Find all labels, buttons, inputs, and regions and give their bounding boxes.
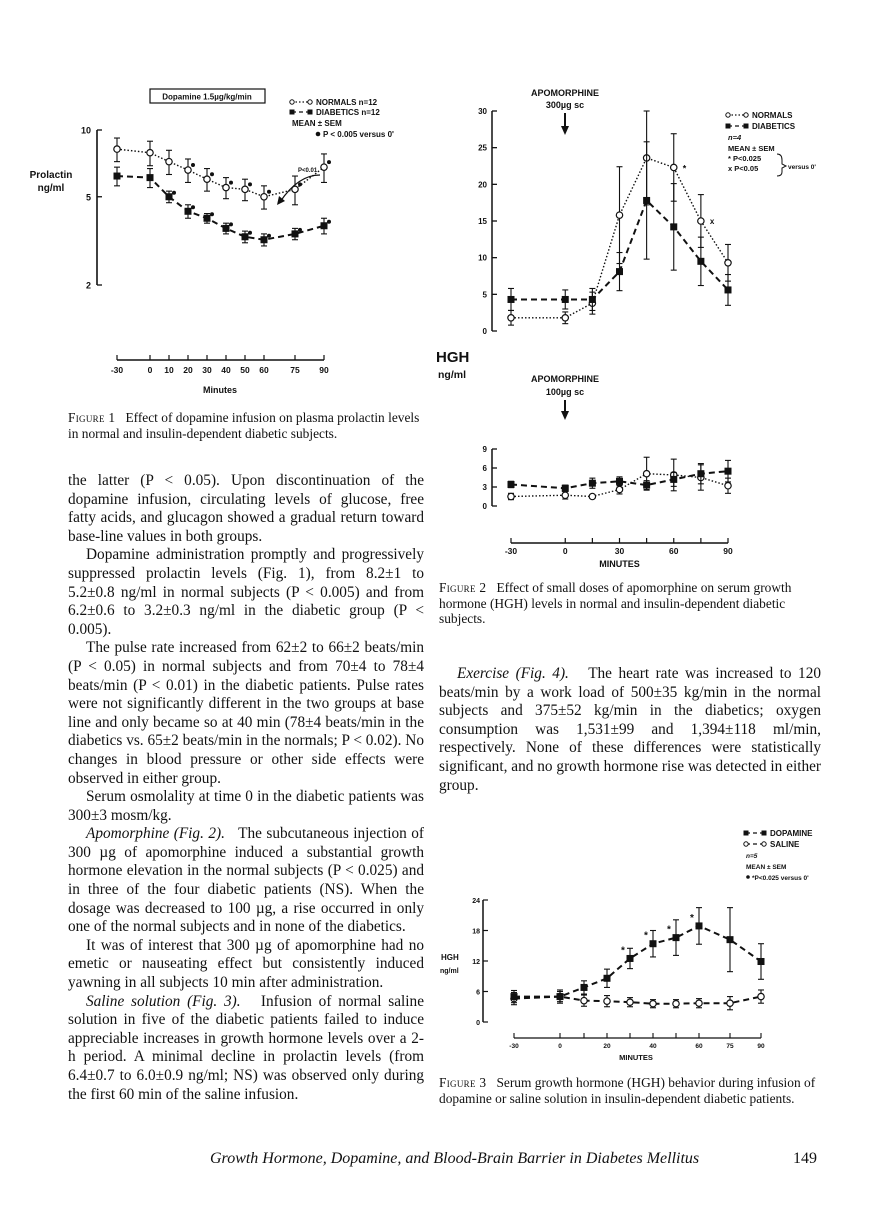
filled-square-marker	[616, 478, 623, 485]
figure-1	[30, 80, 430, 410]
legend-label: DIABETICS	[752, 122, 796, 131]
y-tick-label: 25	[478, 143, 487, 153]
legend-label: MEAN ± SEM	[728, 144, 775, 153]
open-circle-marker	[562, 315, 568, 321]
x-tick-label: 0	[562, 546, 568, 556]
filled-square-marker	[696, 922, 703, 929]
filled-square-marker	[727, 936, 734, 943]
significance-dot-icon	[191, 163, 195, 167]
significance-dot-icon	[267, 190, 271, 194]
legend-marker	[762, 842, 766, 846]
y-axis-label: Prolactin	[30, 170, 73, 181]
y-tick-label: 2	[85, 280, 91, 291]
figure-1-chart	[30, 80, 430, 410]
x-tick-label: 75	[726, 1043, 734, 1050]
paragraph-exercise	[439, 665, 821, 795]
x-tick-label: 90	[319, 365, 329, 375]
legend-marker	[290, 110, 295, 115]
legend-label: * P<0.025	[728, 154, 762, 163]
y-tick-label: 3	[482, 483, 487, 492]
filled-square-marker	[697, 470, 704, 477]
significance-star: *	[621, 945, 625, 957]
y-tick-label: 10	[478, 253, 487, 263]
legend-label: P < 0.005 versus 0'	[323, 130, 394, 139]
x-axis-label: MINUTES	[599, 559, 640, 569]
y-tick-label: 12	[472, 959, 480, 966]
section-heading-exercise: Exercise (Fig. 4).	[457, 665, 569, 682]
figure-2-caption-label: Figure 2	[439, 580, 487, 595]
open-circle-marker	[185, 167, 191, 173]
paragraph: Serum osmolality at time 0 in the diabetic patients was 300±3 mosm/kg.	[68, 788, 424, 824]
open-circle-marker	[604, 998, 610, 1004]
y-tick-label: 15	[478, 217, 487, 226]
drug-label: APOMORPHINE	[530, 374, 600, 384]
brace-icon	[777, 154, 786, 176]
filled-square-marker	[562, 296, 569, 303]
x-tick-label: -30	[504, 546, 518, 556]
legend-label: n=5	[746, 853, 758, 860]
legend-label: MEAN ± SEM	[292, 119, 342, 128]
figure-2	[430, 80, 850, 575]
legend-marker	[744, 113, 748, 117]
open-circle-marker	[508, 315, 514, 321]
paragraph: It was of interest that 300 µg of apomorphine had no emetic or nauseating effect but consistently induced yawning in all subjects 10 min after administration.	[68, 936, 424, 992]
y-tick-label: 6	[476, 989, 480, 997]
filled-square-marker	[147, 174, 154, 181]
y-axis-label: ng/ml	[440, 968, 459, 975]
legend-label: versus 0'	[788, 164, 816, 171]
significance-dot-icon	[229, 222, 233, 226]
page-number: 149	[793, 1150, 817, 1167]
filled-square-marker	[670, 476, 677, 483]
arrow-down-icon	[561, 411, 569, 420]
x-tick-label: -30	[509, 1043, 519, 1050]
arrow-down-icon	[561, 126, 569, 135]
filled-square-marker	[242, 233, 249, 240]
filled-square-marker	[643, 197, 650, 204]
x-tick-label: 40	[649, 1043, 657, 1050]
y-axis-label: HGH	[441, 953, 459, 962]
drug-dose-label: 100µg sc	[545, 387, 585, 397]
filled-square-marker	[697, 258, 704, 265]
figure-3	[436, 820, 836, 1070]
y-tick-label: 24	[472, 898, 480, 905]
filled-square-marker	[725, 468, 732, 475]
x-tick-label: 75	[290, 365, 300, 375]
legend-marker	[308, 110, 313, 115]
open-circle-marker	[627, 999, 633, 1005]
significance-star: *	[667, 924, 671, 936]
open-circle-marker	[650, 1001, 656, 1007]
significance-dot-icon	[298, 182, 302, 186]
filled-square-marker	[114, 173, 121, 180]
annotation-arrow	[280, 175, 320, 202]
significance-x: x	[709, 217, 715, 226]
filled-square-marker	[204, 215, 211, 222]
filled-square-marker	[261, 236, 268, 243]
x-tick-label: 30	[202, 365, 212, 375]
y-tick-label: 5	[482, 290, 487, 300]
y-axis-label: ng/ml	[438, 369, 466, 381]
filled-square-marker	[581, 984, 588, 991]
legend-marker	[744, 842, 748, 846]
x-tick-label: -30	[110, 365, 124, 375]
paragraph-apomorphine	[68, 825, 424, 937]
x-tick-label: 30	[614, 546, 625, 556]
x-tick-label: 60	[669, 546, 679, 556]
y-tick-label: 9	[482, 445, 487, 454]
section-heading-apomorphine: Apomorphine (Fig. 2).	[86, 825, 225, 843]
x-tick-label: 90	[757, 1043, 765, 1050]
open-circle-marker	[114, 146, 120, 152]
significance-dot-icon	[172, 191, 176, 195]
series-line	[514, 926, 761, 997]
open-circle-marker	[616, 212, 622, 218]
saline-text: Infusion of normal saline solution in five of the diabetic patients failed to induce appreciable increases in growth hormone levels over a 2-h period. A minimal decline in prolactin levels (from 6.4±0.7 to 6.0±0.9 ng/ml; NS) was observed only during the first 60 min of the saline infusion.	[68, 992, 424, 1103]
legend-marker	[308, 100, 312, 104]
significance-dot-icon	[229, 181, 233, 185]
open-circle-marker	[616, 486, 622, 492]
legend-marker	[290, 100, 294, 104]
series-line	[117, 176, 324, 240]
legend-label: n=4	[728, 133, 742, 142]
open-circle-marker	[725, 483, 731, 489]
open-circle-marker	[727, 1000, 733, 1006]
open-circle-marker	[643, 471, 649, 477]
open-circle-marker	[261, 194, 267, 200]
figure-2-chart	[430, 80, 850, 575]
open-circle-marker	[758, 993, 764, 999]
figure-3-caption-text: Serum growth hormone (HGH) behavior during infusion of dopamine or saline solution in insulin-dependent diabetic patients.	[439, 1075, 816, 1106]
open-circle-marker	[508, 493, 514, 499]
filled-square-marker	[185, 208, 192, 215]
significance-dot-icon	[248, 231, 252, 235]
paragraph-saline	[68, 993, 424, 1105]
y-tick-label: 0	[476, 1020, 480, 1027]
open-circle-marker	[589, 493, 595, 499]
filled-square-marker	[643, 482, 650, 489]
x-axis-label: Minutes	[202, 385, 238, 395]
y-tick-label: 20	[478, 180, 487, 190]
legend-label: x P<0.05	[728, 164, 759, 173]
filled-square-marker	[604, 975, 611, 982]
significance-dot-icon	[210, 172, 214, 176]
significance-star: *	[644, 930, 648, 942]
x-tick-label: 20	[603, 1043, 611, 1050]
filled-square-marker	[589, 480, 596, 487]
exercise-text: The heart rate was increased to 120 beats/min by a work load of 500±35 kg/min in the normal subjects and 375±52 kg/min in the diabetics; oxygen consumption was 1,531±99 and 1,394±118 ml/min, respectively. None of these differences were statistically significant, and no growth hormone rise was detected in either group.	[439, 665, 822, 794]
filled-square-marker	[616, 268, 623, 275]
significance-dot-icon	[191, 205, 195, 209]
apomorphine-text: The subcutaneous injection of 300 µg of apomorphine induced a substantial growth hormone elevation in the normal subjects (P < 0.025) and in three of the four diabetic patients (NS). When the dosage was decreased to 100 µg, a rise occurred in only one of the normal subjects and in none of the diabetics.	[68, 825, 424, 936]
legend-marker	[744, 124, 749, 129]
filled-square-marker	[508, 481, 515, 488]
filled-square-marker	[292, 230, 299, 237]
legend-label: MEAN ± SEM	[746, 864, 787, 871]
open-circle-marker	[321, 164, 327, 170]
significance-dot-icon	[316, 132, 321, 137]
section-heading-saline: Saline solution (Fig. 3).	[86, 992, 241, 1010]
open-circle-marker	[673, 1001, 679, 1007]
annotation-label: P<0.01	[298, 168, 318, 174]
filled-square-marker	[650, 940, 657, 947]
open-circle-marker	[147, 150, 153, 156]
open-circle-marker	[696, 1000, 702, 1006]
open-circle-marker	[671, 164, 677, 170]
legend-marker	[726, 113, 730, 117]
legend-marker	[726, 124, 731, 129]
filled-square-marker	[562, 485, 569, 492]
significance-star: *	[682, 163, 687, 174]
legend-label: *P<0.025 versus 0'	[752, 875, 809, 882]
filled-square-marker	[511, 993, 518, 1000]
significance-dot-icon	[248, 182, 252, 186]
filled-square-marker	[508, 296, 515, 303]
legend-label: NORMALS	[752, 111, 793, 120]
filled-square-marker	[223, 225, 230, 232]
paragraph: The pulse rate increased from 62±2 to 66±2 beats/min (P < 0.05) in normal subjects and from 70±4 to 78±4 beats/min (P < 0.01) in the diabetic patients. Pulse rates were not significantly different in the two groups at base line and only became so at 40 min (78±4 beats/min in the diabetics vs. 65±2 beats/min in the normals; P < 0.02). No changes in blood pressure or other side effects were observed in either group.	[68, 639, 424, 787]
figure-2-caption	[439, 580, 824, 627]
figure-2-caption-text: Effect of small doses of apomorphine on serum growth hormone (HGH) levels in normal and insulin-dependent diabetic subjects.	[439, 580, 792, 626]
open-circle-marker	[562, 492, 568, 498]
figure-3-caption-label: Figure 3	[439, 1075, 487, 1090]
x-tick-label: 60	[259, 365, 269, 375]
significance-dot-icon	[327, 160, 331, 164]
open-circle-marker	[698, 218, 704, 224]
right-column-text	[439, 665, 821, 795]
filled-square-marker	[673, 934, 680, 941]
x-tick-label: 0	[147, 365, 153, 375]
significance-dot-icon	[210, 212, 214, 216]
significance-dot-icon	[298, 228, 302, 232]
legend-label: DOPAMINE	[770, 829, 813, 838]
y-tick-label: 10	[80, 125, 91, 136]
open-circle-marker	[725, 260, 731, 266]
x-tick-label: 0	[558, 1043, 562, 1050]
filled-square-marker	[557, 993, 564, 1000]
x-tick-label: 10	[164, 365, 174, 375]
y-axis-label: ng/ml	[37, 183, 65, 194]
filled-square-marker	[321, 222, 328, 229]
x-tick-label: 50	[240, 365, 250, 375]
filled-square-marker	[670, 223, 677, 230]
x-axis-label: MINUTES	[619, 1053, 653, 1062]
series-line	[514, 997, 761, 1004]
legend-marker	[744, 831, 749, 836]
x-tick-label: 90	[723, 546, 733, 556]
left-column-text	[68, 472, 424, 1104]
paragraph: Dopamine administration promptly and progressively suppressed prolactin levels (Fig. 1), from 8.2±1 to 5.2±0.8 ng/ml in normal subjects (P < 0.005) and from 6.2±0.6 to 3.2±0.3 ng/ml in the diabetic group (P < 0.005).	[68, 546, 424, 638]
y-tick-label: 6	[482, 464, 487, 473]
y-tick-label: 5	[85, 192, 91, 203]
y-tick-label: 0	[482, 502, 487, 511]
y-tick-label: 0	[482, 327, 487, 336]
open-circle-marker	[204, 176, 210, 182]
filled-square-marker	[758, 958, 765, 965]
filled-square-marker	[589, 296, 596, 303]
open-circle-marker	[223, 184, 229, 190]
y-axis-label: HGH	[436, 349, 470, 366]
x-tick-label: 60	[695, 1043, 703, 1050]
y-tick-label: 30	[478, 107, 487, 116]
legend-marker	[762, 831, 767, 836]
legend-label: NORMALS n=12	[316, 98, 378, 107]
drug-label: APOMORPHINE	[530, 88, 600, 98]
figure-1-caption	[68, 410, 423, 441]
drug-dose-label: 300µg sc	[545, 100, 585, 110]
filled-square-marker	[725, 286, 732, 293]
infusion-label: Dopamine 1.5µg/kg/min	[162, 92, 252, 102]
significance-dot-icon	[267, 234, 271, 238]
legend-label: DIABETICS n=12	[316, 108, 380, 117]
significance-dot-icon	[327, 220, 331, 224]
x-tick-label: 20	[183, 365, 193, 375]
figure-1-caption-label: Figure 1	[68, 410, 116, 425]
figure-3-chart	[436, 820, 836, 1070]
open-circle-marker	[166, 158, 172, 164]
legend-label: SALINE	[770, 840, 800, 849]
running-footer: Growth Hormone, Dopamine, and Blood-Brain Barrier in Diabetes Mellitus	[210, 1150, 700, 1167]
x-tick-label: 40	[221, 365, 231, 375]
open-circle-marker	[242, 186, 248, 192]
figure-3-caption	[439, 1075, 824, 1106]
significance-star: *	[690, 912, 694, 924]
paragraph: the latter (P < 0.05). Upon discontinuation of the dopamine infusion, circulating levels of glucose, free fatty acids, and glucagon showed a gradual return toward base-line values in both groups.	[68, 472, 424, 545]
open-circle-marker	[581, 997, 587, 1003]
filled-square-marker	[627, 955, 634, 962]
figure-1-caption-text: Effect of dopamine infusion on plasma prolactin levels in normal and insulin-dependent diabetic subjects.	[68, 410, 420, 441]
significance-dot-icon	[746, 875, 750, 879]
filled-square-marker	[166, 193, 173, 200]
y-tick-label: 18	[472, 928, 480, 936]
